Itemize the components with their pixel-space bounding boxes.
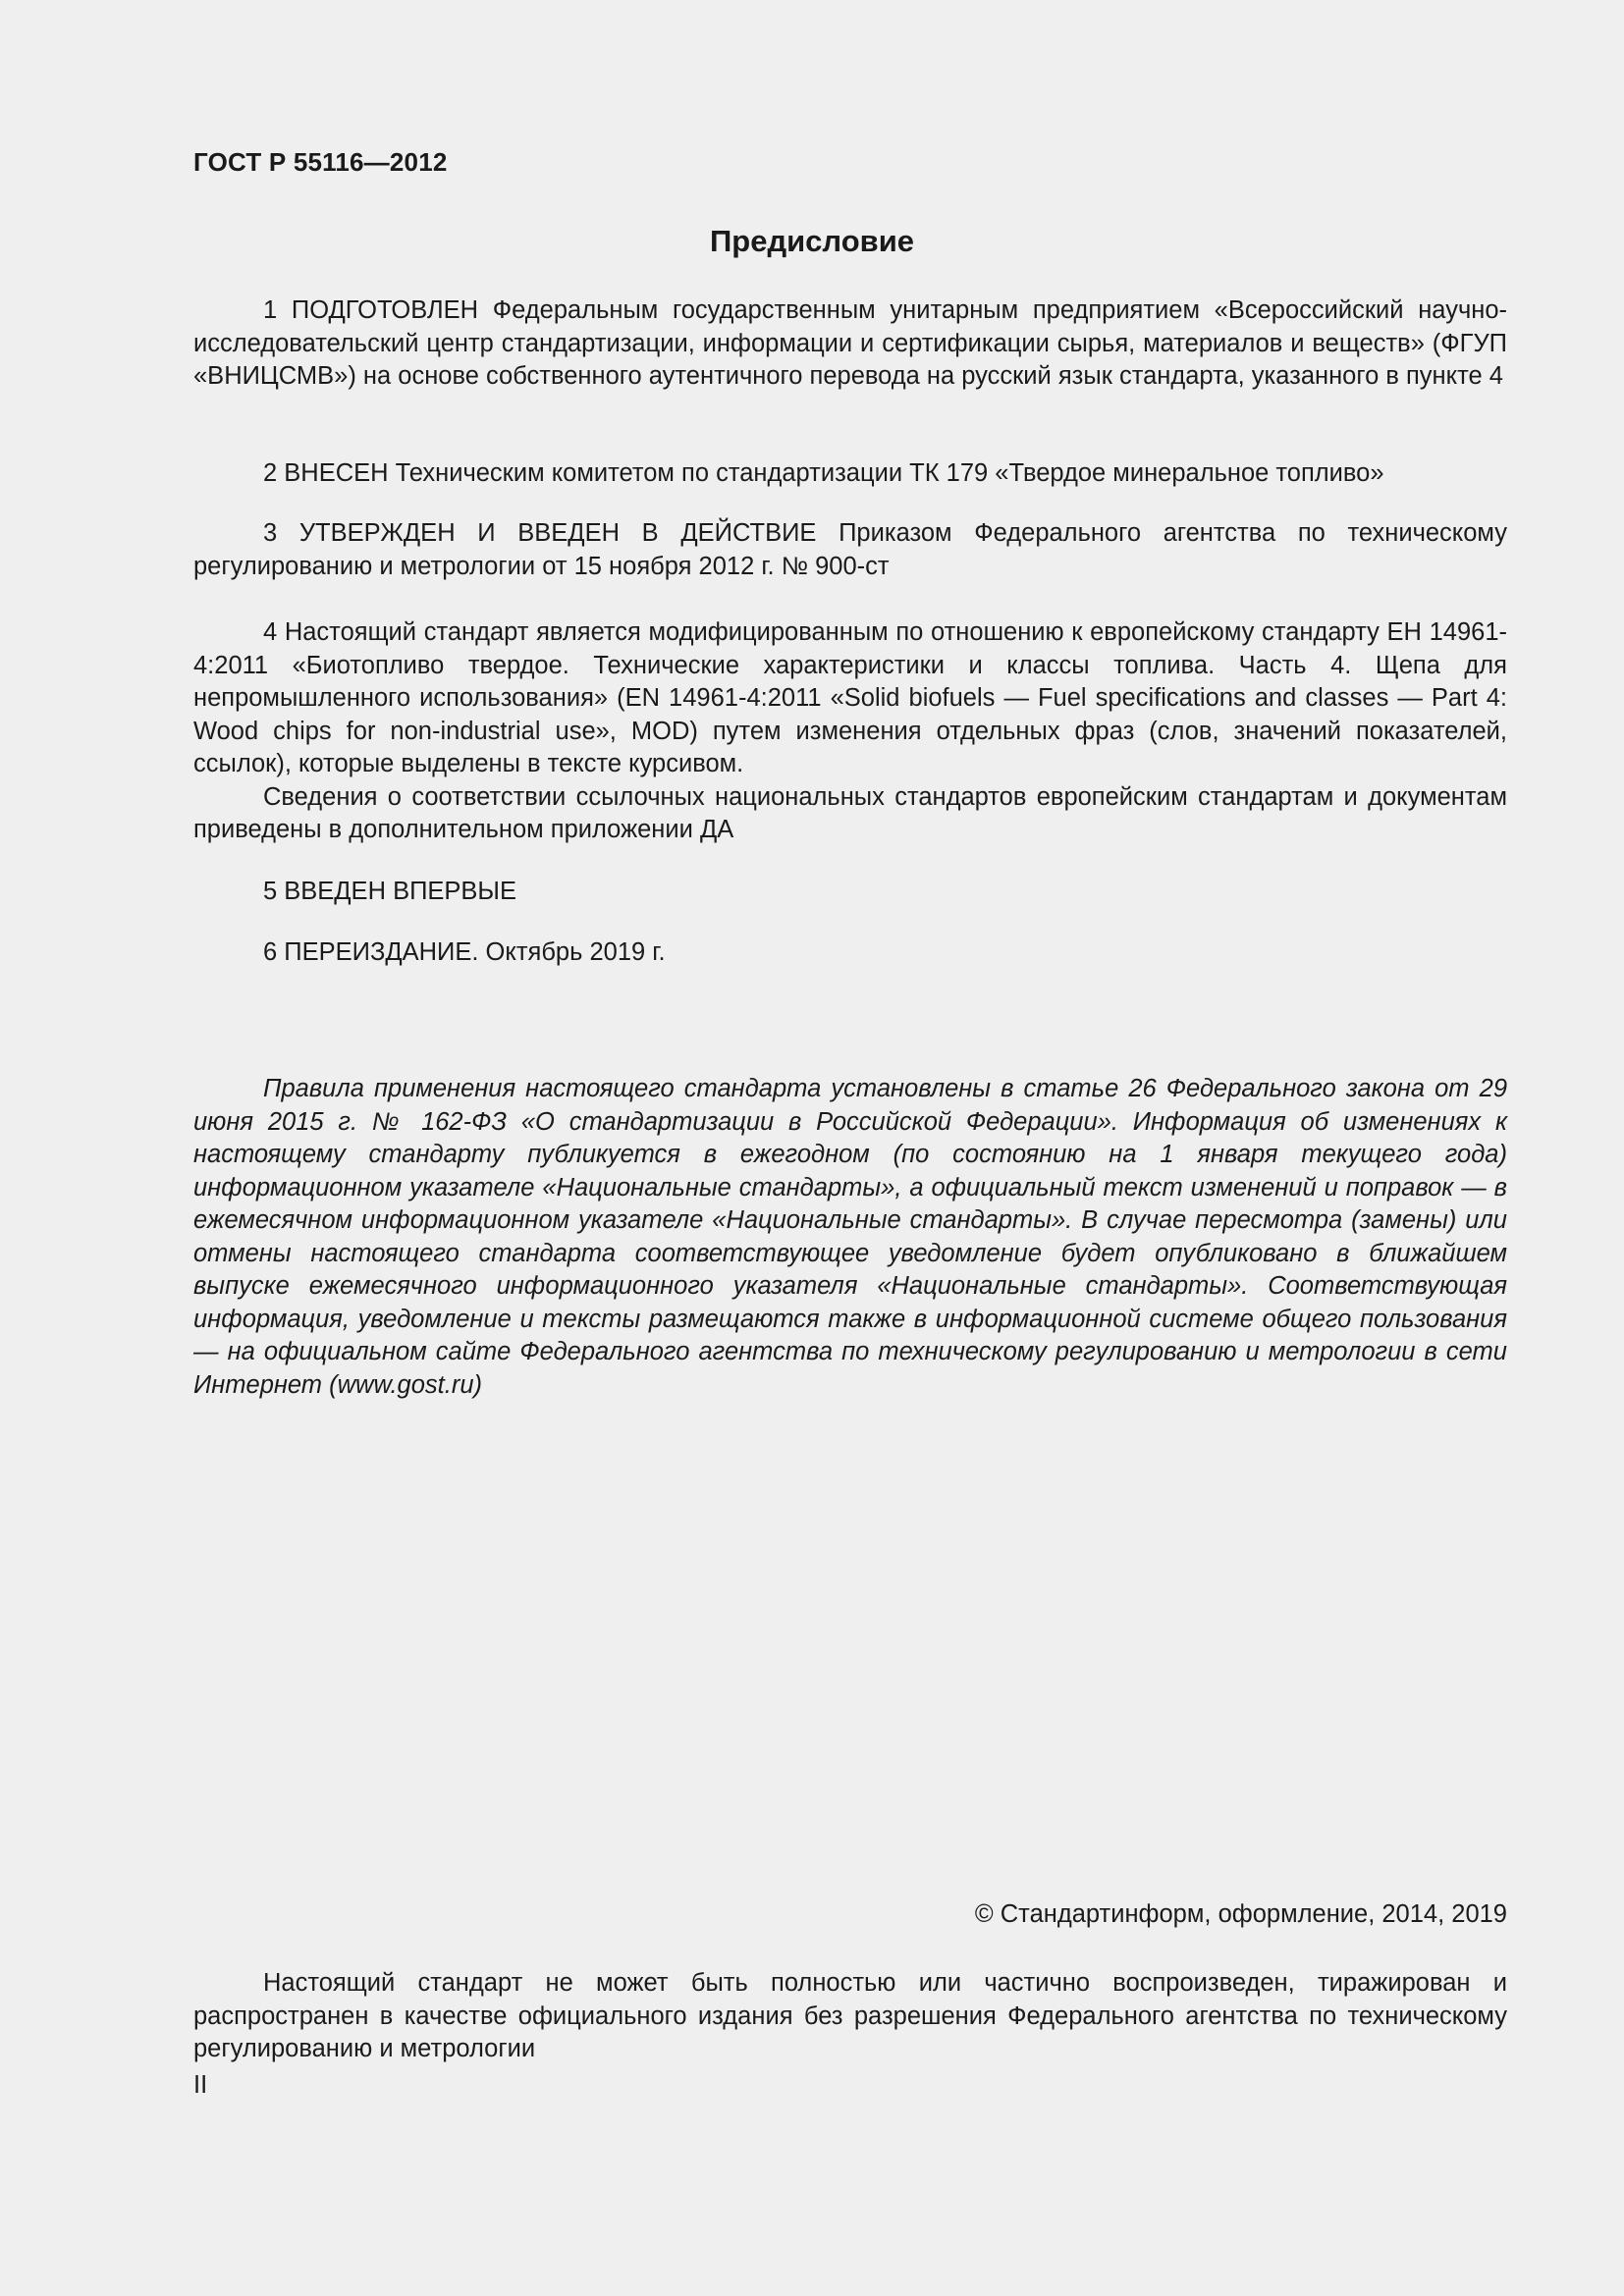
copyright-line: © Стандартинформ, оформление, 2014, 2019: [974, 1900, 1507, 1928]
preface-item-6-text: 6 ПЕРЕИЗДАНИЕ. Октябрь 2019 г.: [263, 938, 666, 966]
preface-item-4: [193, 616, 1507, 847]
preface-item-6: [193, 936, 1507, 970]
preface-item-4-text: 4 Настоящий стандарт является модифицированным по отношению к европейскому стандарту ЕН 14961-4:2011 «Биотопливо твердое. Технические характеристики и классы топлива. Часть 4. Щепа для непромышленного использования» (EN 14961-4:2011 «Solid biofuels — Fuel specifications and classes — Part 4: Wood chips for non-industrial use», MOD) путем изменения отдельных фраз (слов, значений показателей, ссылок), которые выделены в тексте курсивом.: [193, 618, 1507, 777]
preface-item-1: [193, 294, 1507, 394]
application-rules-text: Правила применения настоящего стандарта установлены в статье 26 Федерального закона от 29 июня 2015 г. № 162-ФЗ «О стандартизации в Российской Федерации». Информация об изменениях к настоящему стандарту публикуется в ежегодном (по состоянию на 1 января текущего года) информационном указателе «Национальные стандарты», а официальный текст изменений и поправок — в ежемесячном информационном указателе «Национальные стандарты». В случае пересмотра (замены) или отмены настоящего стандарта соответствующее уведомление будет опубликовано в ближайшем выпуске ежемесячного информационного указателя «Национальные стандарты». Соответствующая информация, уведомление и тексты размещаются также в информационной системе общего пользования — на официальном сайте Федерального агентства по техническому регулированию и метрологии в сети Интернет (www.gost.ru): [193, 1075, 1507, 1399]
reproduction-notice-text: Настоящий стандарт не может быть полностью или частично воспроизведен, тиражирован и распространен в качестве официального издания без разрешения Федерального агентства по техническому регулированию и метрологии: [193, 1969, 1507, 2062]
document-id-header: ГОСТ Р 55116—2012: [193, 147, 448, 177]
preface-item-5: [193, 876, 1507, 909]
page-number: II: [193, 2071, 208, 2099]
preface-item-5-text: 5 ВВЕДЕН ВПЕРВЫЕ: [263, 878, 517, 905]
preface-item-3: [193, 517, 1507, 583]
preface-item-4-references: Сведения о соответствии ссылочных национальных стандартов европейским стандартам и документам приведены в дополнительном приложении ДА: [193, 782, 1507, 843]
preface-item-1-text: 1 ПОДГОТОВЛЕН Федеральным государственным унитарным предприятием «Всероссийский научно-исследовательский центр стандартизации, информации и сертификации сырья, материалов и веществ» (ФГУП «ВНИЦСМВ») на основе собственного аутентичного перевода на русский язык стандарта, указанного в пункте 4: [193, 296, 1507, 390]
application-rules-note: [193, 1073, 1507, 1402]
preface-item-2-text: 2 ВНЕСЕН Техническим комитетом по стандартизации ТК 179 «Твердое минеральное топливо»: [263, 459, 1384, 487]
preface-item-3-text: 3 УТВЕРЖДЕН И ВВЕДЕН В ДЕЙСТВИЕ Приказом Федерального агентства по техническому регулированию и метрологии от 15 ноября 2012 г. № 900-ст: [193, 519, 1507, 580]
preface-item-2: [193, 457, 1507, 491]
page-title: Предисловие: [709, 224, 914, 258]
reproduction-notice: [193, 1967, 1507, 2066]
